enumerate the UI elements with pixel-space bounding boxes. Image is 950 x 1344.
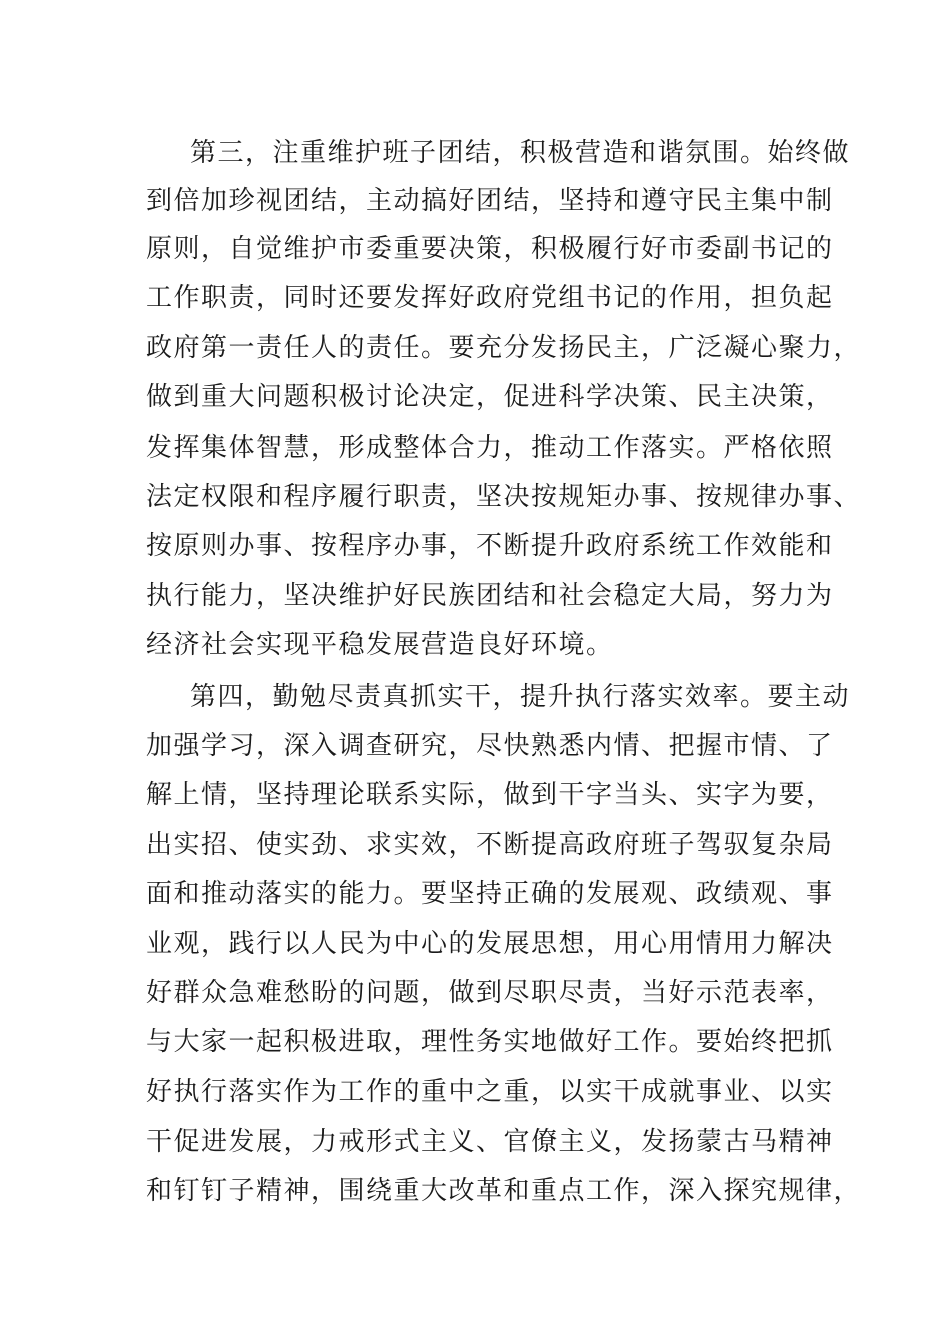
paragraph-3-line-3: 原则，自觉维护市委重要决策，积极履行好市委副书记的: [146, 234, 834, 264]
paragraph-4-line-10: 干促进发展，力戒形式主义、官僚主义，发扬蒙古马精神: [146, 1127, 834, 1157]
paragraph-3-line-10: 执行能力，坚决维护好民族团结和社会稳定大局，努力为: [146, 581, 834, 611]
paragraph-3-line-9: 按原则办事、按程序办事，不断提升政府系统工作效能和: [146, 531, 834, 561]
paragraph-4-line-3: 解上情，坚持理论联系实际，做到干字当头、实字为要，: [146, 780, 834, 810]
paragraph-4-line-2: 加强学习，深入调查研究，尽快熟悉内情、把握市情、了: [146, 731, 834, 761]
paragraph-3-line-6: 做到重大问题积极讨论决定，促进科学决策、民主决策，: [146, 382, 834, 412]
paragraph-4-line-1: 第四，勤勉尽责真抓实干，提升执行落实效率。要主动: [190, 682, 851, 712]
paragraph-3-line-7: 发挥集体智慧，形成整体合力，推动工作落实。严格依照: [146, 433, 834, 463]
paragraph-3-line-2: 到倍加珍视团结，主动搞好团结，坚持和遵守民主集中制: [146, 186, 834, 216]
paragraph-3-line-4: 工作职责，同时还要发挥好政府党组书记的作用，担负起: [146, 283, 834, 313]
paragraph-4-line-4: 出实招、使实劲、求实效，不断提高政府班子驾驭复杂局: [146, 830, 834, 860]
paragraph-3-line-5: 政府第一责任人的责任。要充分发扬民主，广泛凝心聚力，: [146, 333, 862, 363]
paragraph-3-line-8: 法定权限和程序履行职责，坚决按规矩办事、按规律办事、: [146, 482, 862, 512]
paragraph-4-line-6: 业观，践行以人民为中心的发展思想，用心用情用力解决: [146, 929, 834, 959]
paragraph-4-line-9: 好执行落实作为工作的重中之重，以实干成就事业、以实: [146, 1077, 834, 1107]
paragraph-4-line-11: 和钉钉子精神，围绕重大改革和重点工作，深入探究规律，: [146, 1176, 862, 1206]
paragraph-3-line-1: 第三，注重维护班子团结，积极营造和谐氛围。始终做: [190, 138, 851, 168]
paragraph-4-line-8: 与大家一起积极进取，理性务实地做好工作。要始终把抓: [146, 1027, 834, 1057]
paragraph-4-line-5: 面和推动落实的能力。要坚持正确的发展观、政绩观、事: [146, 879, 834, 909]
paragraph-3-line-11: 经济社会实现平稳发展营造良好环境。: [146, 630, 614, 660]
paragraph-4-line-7: 好群众急难愁盼的问题，做到尽职尽责，当好示范表率，: [146, 978, 834, 1008]
